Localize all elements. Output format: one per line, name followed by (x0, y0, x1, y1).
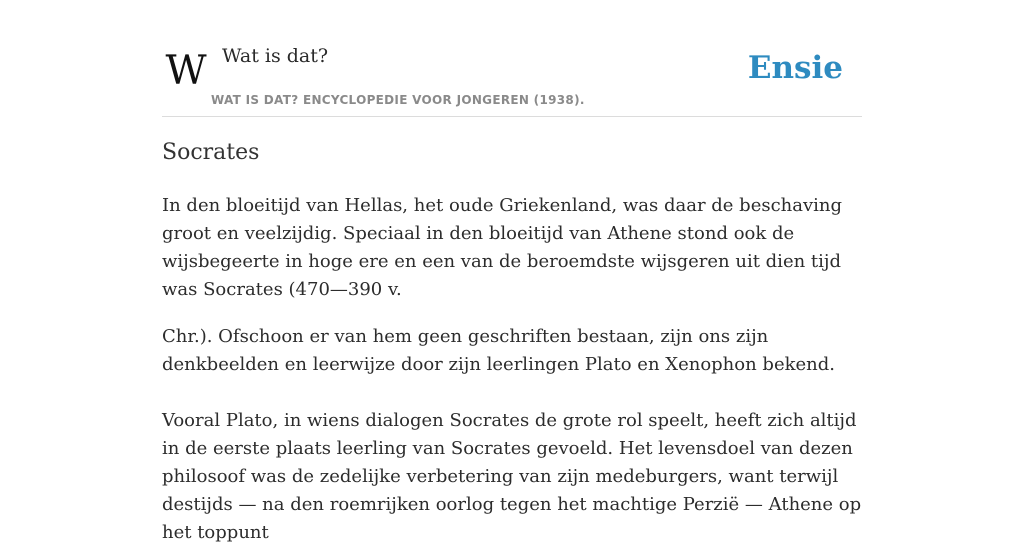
svg-text:W: W (165, 48, 207, 94)
article-paragraph: Chr.). Ofschoon er van hem geen geschriften bestaan, zijn ons zijn denkbeelden en leerwijze door zijn leerlingen Plato en Xenophon bekend. (162, 326, 835, 375)
header (162, 0, 862, 117)
article-paragraph: Vooral Plato, in wiens dialogen Socrates de grote rol speelt, heeft zich altijd in de eerste plaats leerling van Socrates gevoeld. Het levensdoel van dezen philosoof was de zedelijke verbetering van zijn medeburgers, want terwijl destijds — na den roemrijken oorlog tegen het machtige Perzië — Athene op het toppunt (162, 410, 862, 543)
brand-logo[interactable]: Ensie (747, 50, 843, 86)
article-title: Socrates (162, 140, 260, 165)
article-paragraph: In den bloeitijd van Hellas, het oude Griekenland, was daar de beschaving groot en veelzijdig. Speciaal in den bloeitijd van Athene stond ook de wijsbegeerte in hoge ere en een van de beroemdste wijsgeren uit dien tijd was Socrates (470—390 v. (162, 195, 843, 300)
article-body (162, 192, 864, 547)
source-subtitle: WAT IS DAT? ENCYCLOPEDIE VOOR JONGEREN (1938). (211, 93, 585, 107)
wikipedia-w-icon[interactable] (164, 48, 208, 94)
source-title[interactable]: Wat is dat? (222, 45, 329, 67)
